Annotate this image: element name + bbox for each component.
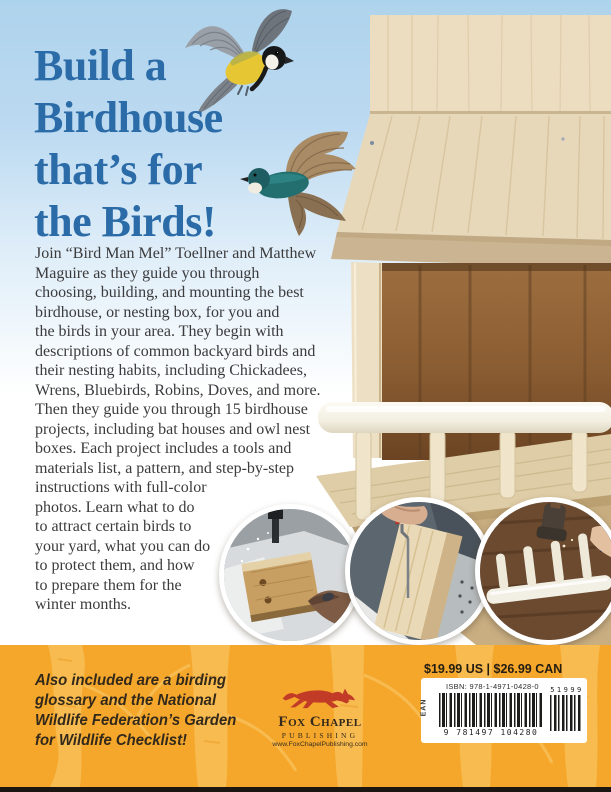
publisher-website: www.FoxChapelPublishing.com [272, 741, 368, 748]
footer-band [0, 645, 611, 787]
barcode-bars [439, 693, 543, 727]
fox-icon [281, 686, 359, 710]
cover-bottom-edge [0, 787, 611, 792]
footer-note: Also included are a birding glossary and the National Wildlife Federation’s Garden for Wildlife Checklist! [35, 672, 237, 749]
cover-title: Build a Birdhouse that’s for the Birds! [34, 41, 223, 246]
photo-hammering-pegs [475, 497, 611, 645]
publisher-name: Fox Chapel [278, 714, 362, 730]
barcode [421, 678, 587, 743]
price-label: $19.99 US | $26.99 CAN [424, 662, 563, 676]
photo-sawing-panel [345, 497, 493, 645]
barcode-digits: 9 781497 104280 [443, 728, 539, 737]
barcode-isbn-text: ISBN: 978-1-4971-0428-0 [446, 682, 539, 691]
photo-drilling-board [219, 504, 361, 646]
barcode-ean-label: EAN [420, 698, 428, 717]
barcode-addon-bars [550, 695, 582, 731]
cover-description: Join “Bird Man Mel” Toellner and Matthew Maguire as they guide you through choosing, building, and mounting the best birdhouse, or nesting box, for you and the birds in your area. They begin with descriptions of common backyard birds and their nesting habits, including Chickadees, Wrens, Bluebirds, Robins, Doves, and more. Then they guide you through 15 birdhouse projects, including bat houses and owl nest boxes. Each project includes a tools and materials list, a pattern, and step-by-step instructions with full-color photos. Learn what to do to attract certain birds to your yard, what you can do to protect them, and how to prepare them for the winter months. [35, 245, 321, 613]
publisher-subtitle: PUBLISHING [281, 731, 359, 740]
barcode-addon-number: 51999 [550, 686, 584, 694]
publisher-logo [272, 686, 368, 749]
